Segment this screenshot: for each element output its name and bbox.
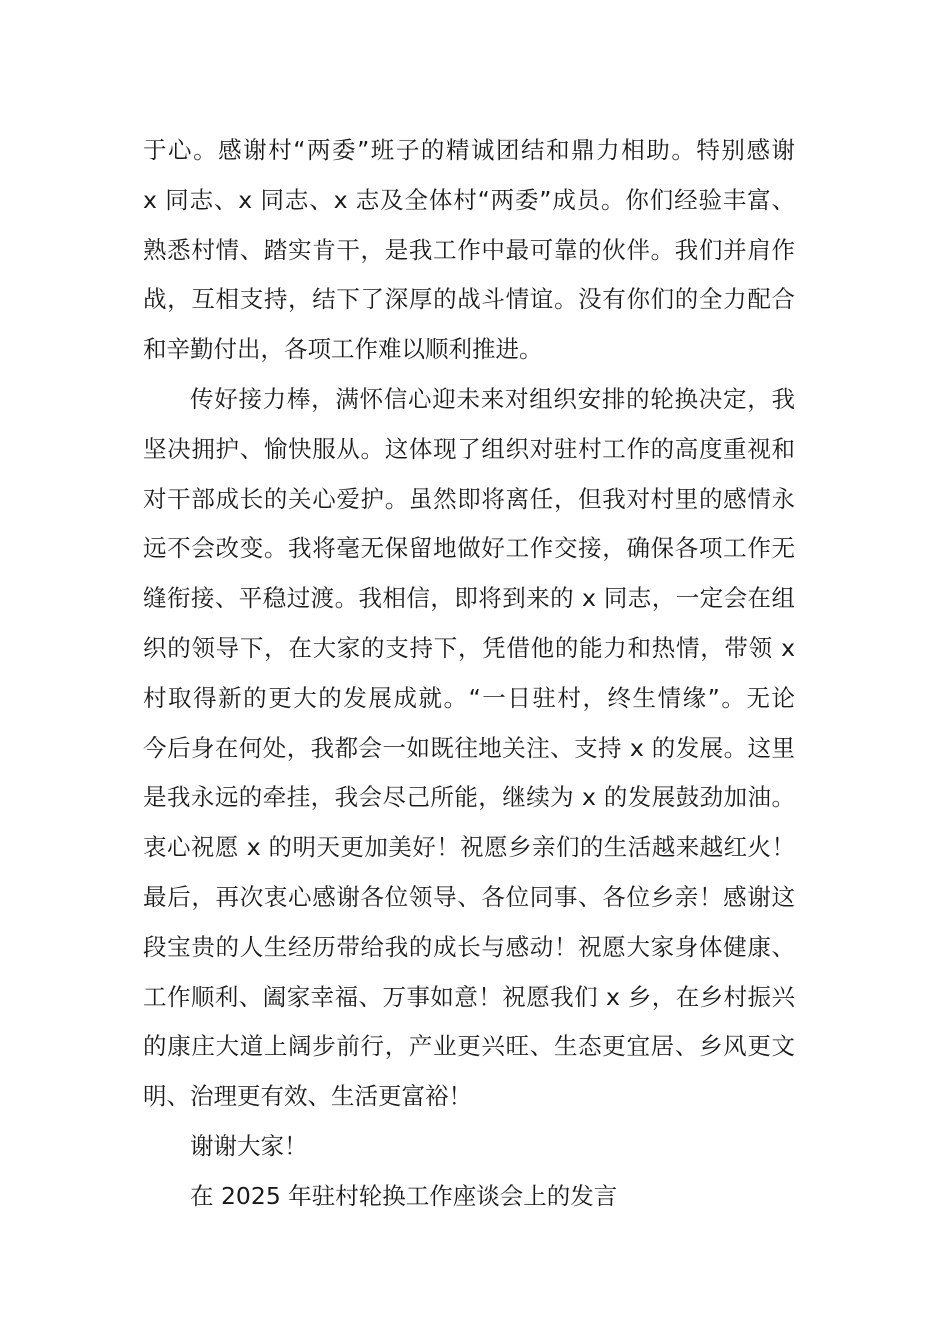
text-line: 村取得新的更大的发展成就。“一日驻村，终生情缘”。无论 — [143, 683, 795, 712]
text-line: 今后身在何处，我都会一如既往地关注、支持 x 的发展。这里 — [143, 733, 795, 762]
text-line: 传好接力棒，满怀信心迎未来对组织安排的轮换决定，我 — [190, 384, 795, 413]
document-body — [143, 126, 795, 1222]
text-line: 衷心祝愿 x 的明天更加美好！祝愿乡亲们的生活越来越红火！ — [143, 833, 795, 862]
text-line: 谢谢大家！ — [190, 1131, 308, 1160]
document-title-line: 在 2025 年驻村轮换工作座谈会上的发言 — [190, 1181, 618, 1210]
text-line: 缝衔接、平稳过渡。我相信，即将到来的 x 同志，一定会在组 — [143, 584, 795, 613]
text-line: x 同志、x 同志、x 志及全体村“两委”成员。你们经验丰富、 — [143, 185, 795, 214]
text-line: 最后，再次衷心感谢各位领导、各位同事、各位乡亲！感谢这 — [143, 882, 795, 911]
paragraph-4 — [143, 1172, 795, 1222]
text-line: 坚决拥护、愉快服从。这体现了组织对驻村工作的高度重视和 — [143, 434, 795, 463]
text-line: 对干部成长的关心爱护。虽然即将离任，但我对村里的感情永 — [143, 484, 795, 513]
text-line: 于心。感谢村“两委”班子的精诚团结和鼎力相助。特别感谢 — [143, 136, 795, 164]
text-line: 是我永远的牵挂，我会尽己所能，继续为 x 的发展鼓劲加油。 — [143, 783, 795, 812]
text-line: 熟悉村情、踏实肯干，是我工作中最可靠的伙伴。我们并肩作 — [143, 235, 795, 264]
text-line: 明、治理更有效、生活更富裕！ — [143, 1082, 472, 1111]
text-line: 工作顺利、阖家幸福、万事如意！祝愿我们 x 乡，在乡村振兴 — [143, 982, 795, 1011]
paragraph-3 — [143, 1122, 795, 1172]
text-line: 的康庄大道上阔步前行，产业更兴旺、生态更宜居、乡风更文 — [143, 1032, 795, 1061]
text-line: 段宝贵的人生经历带给我的成长与感动！祝愿大家身体健康、 — [143, 932, 795, 961]
text-line: 远不会改变。我将毫无保留地做好工作交接，确保各项工作无 — [143, 534, 795, 563]
paragraph-2 — [143, 375, 795, 1122]
text-line: 战，互相支持，结下了深厚的战斗情谊。没有你们的全力配合 — [143, 285, 795, 314]
paragraph-1 — [143, 126, 795, 375]
text-line: 和辛勤付出，各项工作难以顺利推进。 — [143, 335, 543, 364]
text-line: 织的领导下，在大家的支持下，凭借他的能力和热情，带领 x — [143, 633, 795, 662]
